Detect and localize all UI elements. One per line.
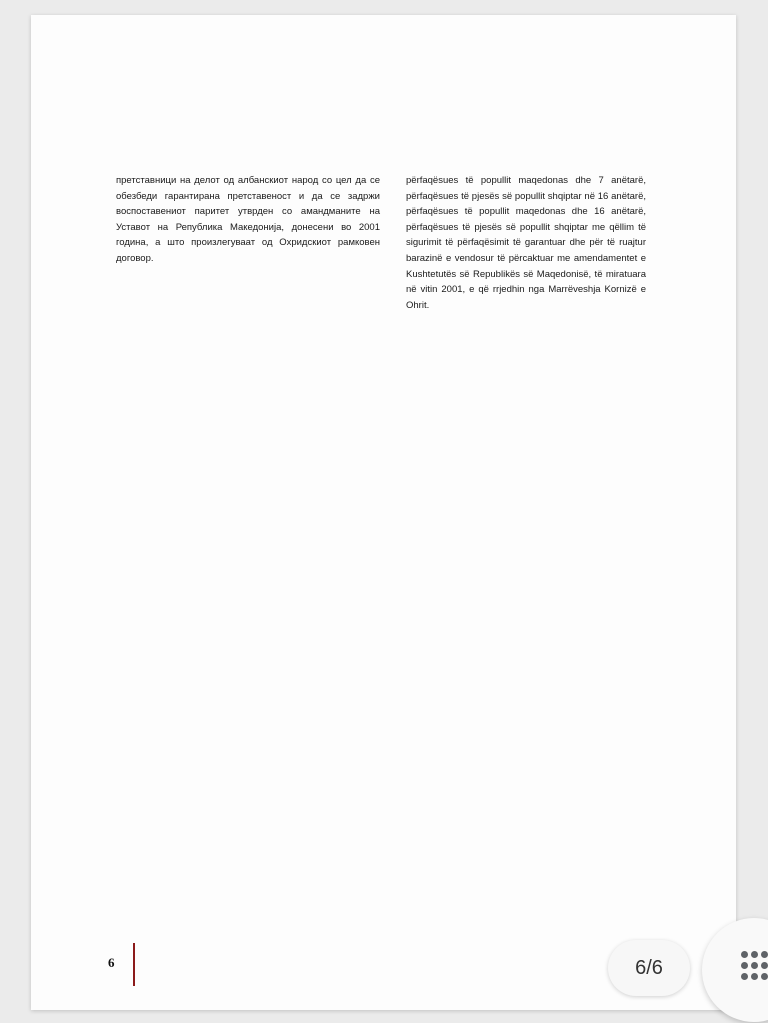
document-page [31,15,736,1010]
right-column-text: përfaqësues të popullit maqedonas dhe 7 anëtarë, përfaqësues të pjesës së popullit shqiptar në 16 anëtarë, përfaqësues të popullit maqedonas dhe 16 anëtarë, përfaqësues të pjesës së popullit shqiptar me qëllim të sigurimit të përfaqësimit të garantuar dhe për të ruajtur barazinë e vendosur të përcaktuar me amendamentet e Kushtetutës së Republikës së Maqedonisë, të miratuara në vitin 2001, e që rrjedhin nga Marrëveshja Kornizë e Ohrit. [406,175,646,311]
page-number-divider [133,943,135,986]
left-column-text: претставници на делот од албанскиот народ со цел да се обезбеди гарантирана претставеност и да се задржи воспоставениот паритет утврден со амандманите на Уставот на Република Македонија, донесени во 2001 година, а што произлегуваат од Охридскиот рамковен договор. [116,175,380,264]
page-counter[interactable] [608,940,690,996]
page-counter-label: 6/6 [635,956,663,979]
grid-dots-icon [741,951,768,991]
page-number: 6 [108,955,115,970]
